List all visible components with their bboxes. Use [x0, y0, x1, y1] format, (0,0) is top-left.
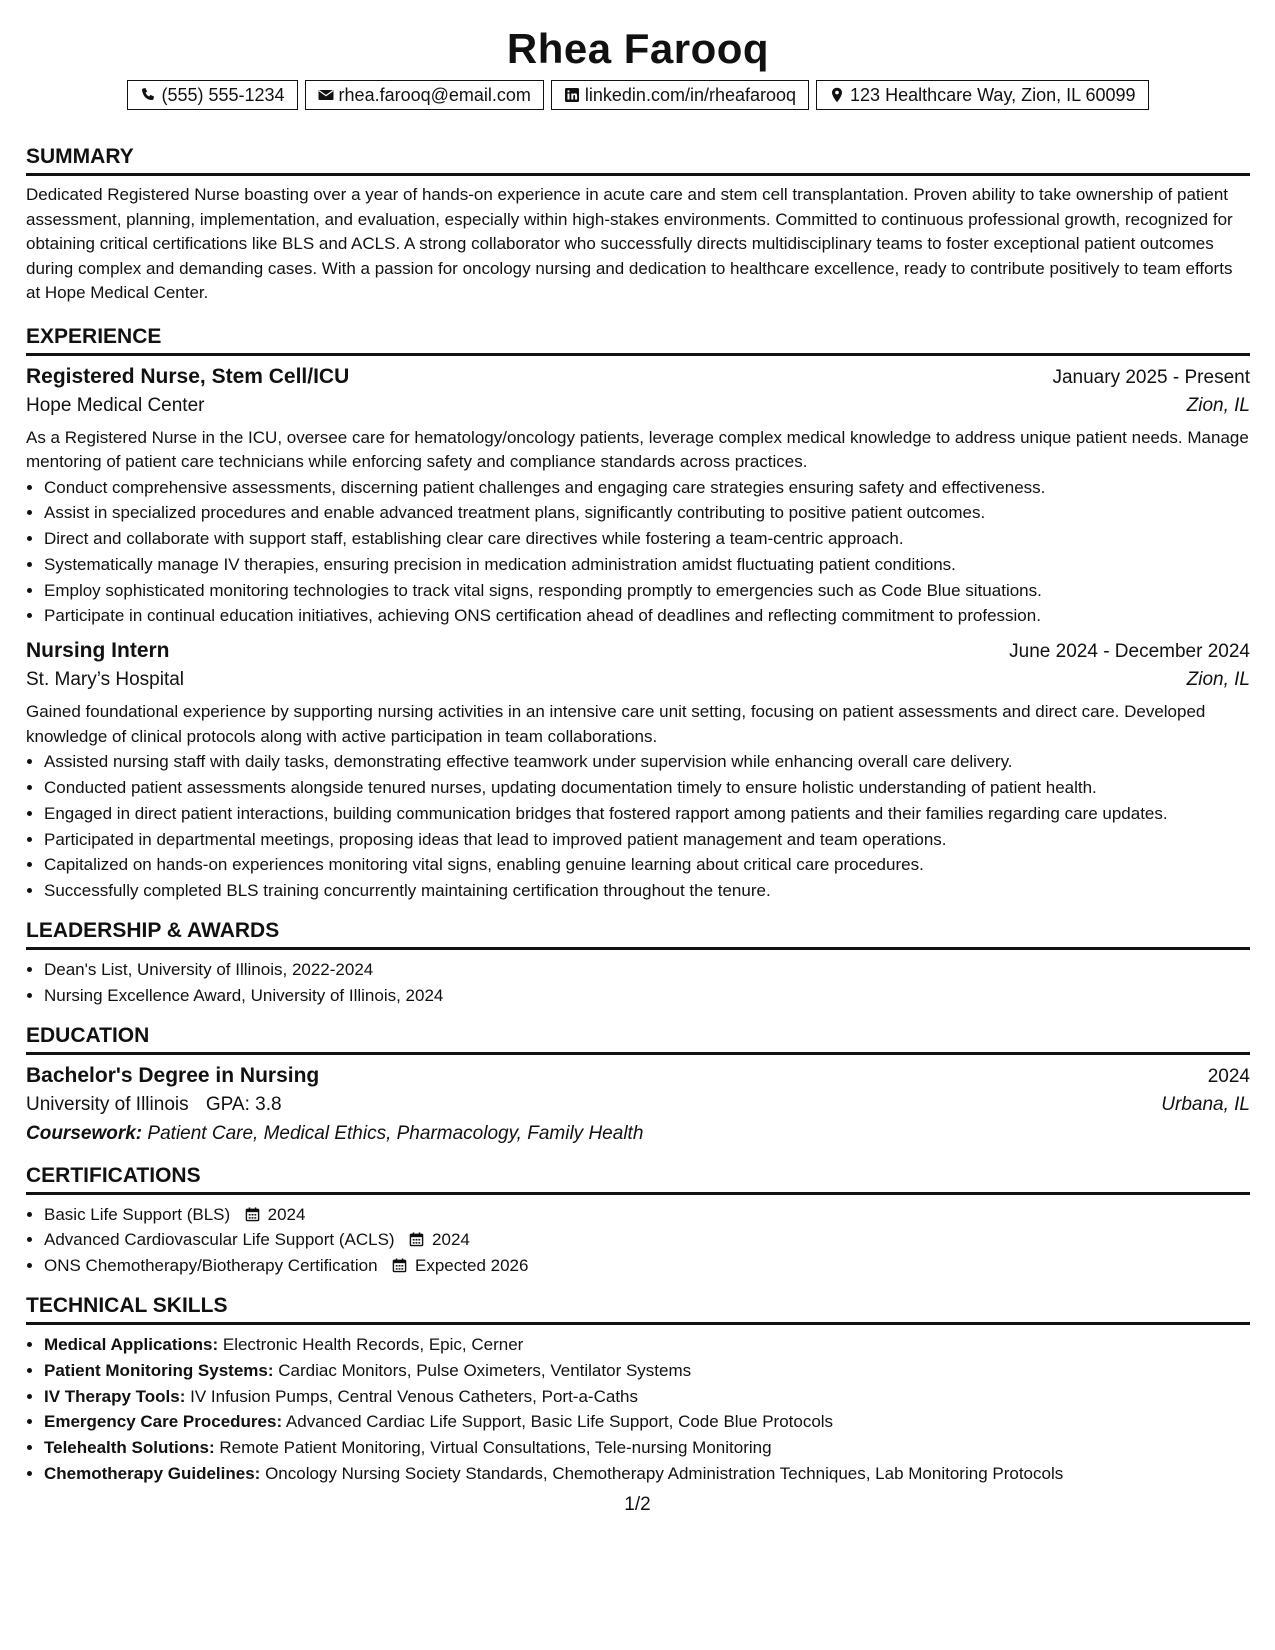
job-bullets [26, 749, 1250, 904]
skill-label: Chemotherapy Guidelines: [44, 1464, 261, 1484]
email-text: rhea.farooq@email.com [338, 85, 531, 105]
coursework-label: Coursework: [26, 1122, 143, 1144]
section-title: TECHNICAL SKILLS [26, 1293, 1250, 1325]
list-item: • Participated in departmental meetings, proposing ideas that lead to improved patient management and team operations. [44, 827, 1250, 853]
cert-name: Basic Life Support (BLS) [44, 1204, 231, 1224]
linkedin-text: linkedin.com/in/rheafarooq [584, 85, 797, 105]
job-employer: Hope Medical Center [26, 394, 205, 416]
job-employer: St. Mary’s Hospital [26, 669, 185, 691]
cert-date: 2024 [432, 1230, 470, 1250]
list-item [44, 1409, 1250, 1435]
contact-bar [26, 80, 1250, 110]
phone-chip[interactable] [127, 80, 297, 110]
list-item: • Systematically manage IV therapies, ensuring precision in medication administration amidst fluctuating patient conditions. [44, 552, 1250, 578]
list-item: • Capitalized on hands-on experiences monitoring vital signs, enabling genuine learning about critical care procedures. [44, 852, 1250, 878]
calendar-icon [245, 1207, 260, 1222]
job-description: Gained foundational experience by supporting nursing activities in an intensive care unit setting, focusing on patient assessments and direct care. Developed knowledge of clinical protocols along with active participation in team collaborations. [26, 702, 1206, 746]
degree-title: Bachelor's Degree in Nursing [26, 1063, 320, 1087]
list-item: • Conducted patient assessments alongside tenured nurses, updating documentation timely to ensure holistic understanding of patient health. [44, 775, 1250, 801]
job-bullets [26, 475, 1250, 630]
school-name: University of Illinois [26, 1093, 189, 1115]
skill-value: Electronic Health Records, Epic, Cerner [222, 1335, 524, 1355]
envelope-icon [318, 87, 334, 103]
list-item [44, 1332, 1250, 1358]
list-item: • Nursing Excellence Award, University of Illinois, 2024 [44, 983, 1250, 1009]
summary-text: Dedicated Registered Nurse boasting over a year of hands-on experience in acute care and stem cell transplantation. Proven ability to take ownership of patient assessment, planning, implementation, and evaluation, especially within high-stakes environments. Committed to continuous professional growth, recognized for obtaining critical certifications like BLS and ACLS. A strong collaborator who successfully directs multidisciplinary teams to foster exceptional patient outcomes during complex and demanding cases. With a passion for oncology nursing and dedication to healthcare excellence, ready to contribute positively to team efforts at Hope Medical Center. [26, 185, 1233, 302]
list-item: • Assist in specialized procedures and enable advanced treatment plans, significantly contributing to positive patient outcomes. [44, 500, 1250, 526]
list-item: • Direct and collaborate with support staff, establishing clear care directives while fostering a team-centric approach. [44, 526, 1250, 552]
calendar-icon [409, 1232, 424, 1247]
page-number: 1/2 [624, 1494, 651, 1515]
skills-list [26, 1332, 1250, 1487]
skill-value: Advanced Cardiac Life Support, Basic Life Support, Code Blue Protocols [285, 1412, 834, 1432]
skill-value: Oncology Nursing Society Standards, Chemotherapy Administration Techniques, Lab Monitoring Protocols [265, 1464, 1064, 1484]
list-item [44, 1358, 1250, 1384]
list-item [44, 1435, 1250, 1461]
experience-section [26, 324, 1250, 905]
skill-label: Medical Applications: [44, 1335, 219, 1355]
section-title: CERTIFICATIONS [26, 1163, 1250, 1195]
list-item: • Conduct comprehensive assessments, discerning patient challenges and engaging care strategies ensuring safety and effectiveness. [44, 475, 1250, 501]
job-title: Registered Nurse, Stem Cell/ICU [26, 364, 350, 388]
education-section [26, 1023, 1250, 1149]
section-title: LEADERSHIP & AWARDS [26, 918, 1250, 950]
list-item: • Dean's List, University of Illinois, 2022-2024 [44, 957, 1250, 983]
email-chip[interactable] [305, 80, 544, 110]
job-dates: June 2024 - December 2024 [1009, 641, 1250, 663]
job-location: Zion, IL [1186, 394, 1250, 416]
skill-label: IV Therapy Tools: [44, 1386, 186, 1406]
cert-date: Expected 2026 [415, 1256, 529, 1276]
skill-label: Emergency Care Procedures: [44, 1412, 283, 1432]
skill-value: IV Infusion Pumps, Central Venous Catheters, Port-a-Caths [190, 1386, 638, 1406]
cert-date: 2024 [267, 1204, 306, 1224]
list-item [44, 1253, 1250, 1279]
job-location: Zion, IL [1186, 669, 1250, 691]
skill-value: Cardiac Monitors, Pulse Oximeters, Ventilator Systems [278, 1360, 692, 1380]
calendar-icon [392, 1258, 407, 1273]
coursework [26, 1119, 1250, 1149]
linkedin-chip[interactable] [551, 80, 809, 110]
skill-label: Patient Monitoring Systems: [44, 1360, 274, 1380]
phone-icon [140, 87, 156, 103]
map-pin-icon [829, 87, 845, 103]
list-item [44, 1384, 1250, 1410]
linkedin-icon [564, 87, 580, 103]
section-title: EDUCATION [26, 1023, 1250, 1055]
candidate-name: Rhea Farooq [506, 25, 770, 72]
list-item: • Engaged in direct patient interactions, building communication bridges that fostered rapport among patients and their families regarding care updates. [44, 801, 1250, 827]
job-dates: January 2025 - Present [1052, 366, 1250, 388]
list-item: • Assisted nursing staff with daily tasks, demonstrating effective teamwork under supervision while enhancing overall care delivery. [44, 749, 1250, 775]
skill-value: Remote Patient Monitoring, Virtual Consultations, Tele-nursing Monitoring [219, 1438, 772, 1458]
awards-list [26, 957, 1250, 1009]
graduation-year: 2024 [1207, 1065, 1250, 1087]
list-item [44, 1227, 1250, 1253]
gpa: GPA: 3.8 [205, 1093, 282, 1115]
list-item: • Participate in continual education initiatives, achieving ONS certification ahead of deadlines and reflecting commitment to profession. [44, 603, 1250, 629]
coursework-list: Patient Care, Medical Ethics, Pharmacology, Family Health [147, 1122, 644, 1144]
address-chip[interactable] [816, 80, 1149, 110]
job-entry [26, 637, 1250, 904]
job-description: As a Registered Nurse in the ICU, oversee care for hematology/oncology patients, leverage complex medical knowledge to address unique patient needs. Manage mentoring of patient care technicians while enforcing safety and compliance standards across practices. [26, 427, 1249, 471]
skills-section [26, 1293, 1250, 1487]
summary-section [26, 144, 1250, 306]
resume-page [26, 20, 1250, 1497]
list-item [44, 1202, 1250, 1228]
school-location: Urbana, IL [1161, 1093, 1250, 1115]
job-entry [26, 363, 1250, 630]
list-item: • Successfully completed BLS training concurrently maintaining certification throughout the tenure. [44, 878, 1250, 904]
cert-name: ONS Chemotherapy/Biotherapy Certification [44, 1256, 378, 1276]
address-text: 123 Healthcare Way, Zion, IL 60099 [850, 85, 1136, 105]
job-title: Nursing Intern [26, 639, 170, 663]
certifications-section [26, 1163, 1250, 1279]
section-title: SUMMARY [26, 144, 1250, 176]
skill-label: Telehealth Solutions: [44, 1438, 215, 1458]
phone-text: (555) 555-1234 [161, 85, 285, 105]
leadership-section [26, 918, 1250, 1009]
section-title: EXPERIENCE [26, 324, 1250, 356]
list-item: • Employ sophisticated monitoring technologies to track vital signs, responding promptly to emergencies such as Code Blue situations. [44, 578, 1250, 604]
certifications-list [26, 1202, 1250, 1279]
cert-name: Advanced Cardiovascular Life Support (ACLS) [44, 1230, 395, 1250]
list-item [44, 1461, 1250, 1487]
